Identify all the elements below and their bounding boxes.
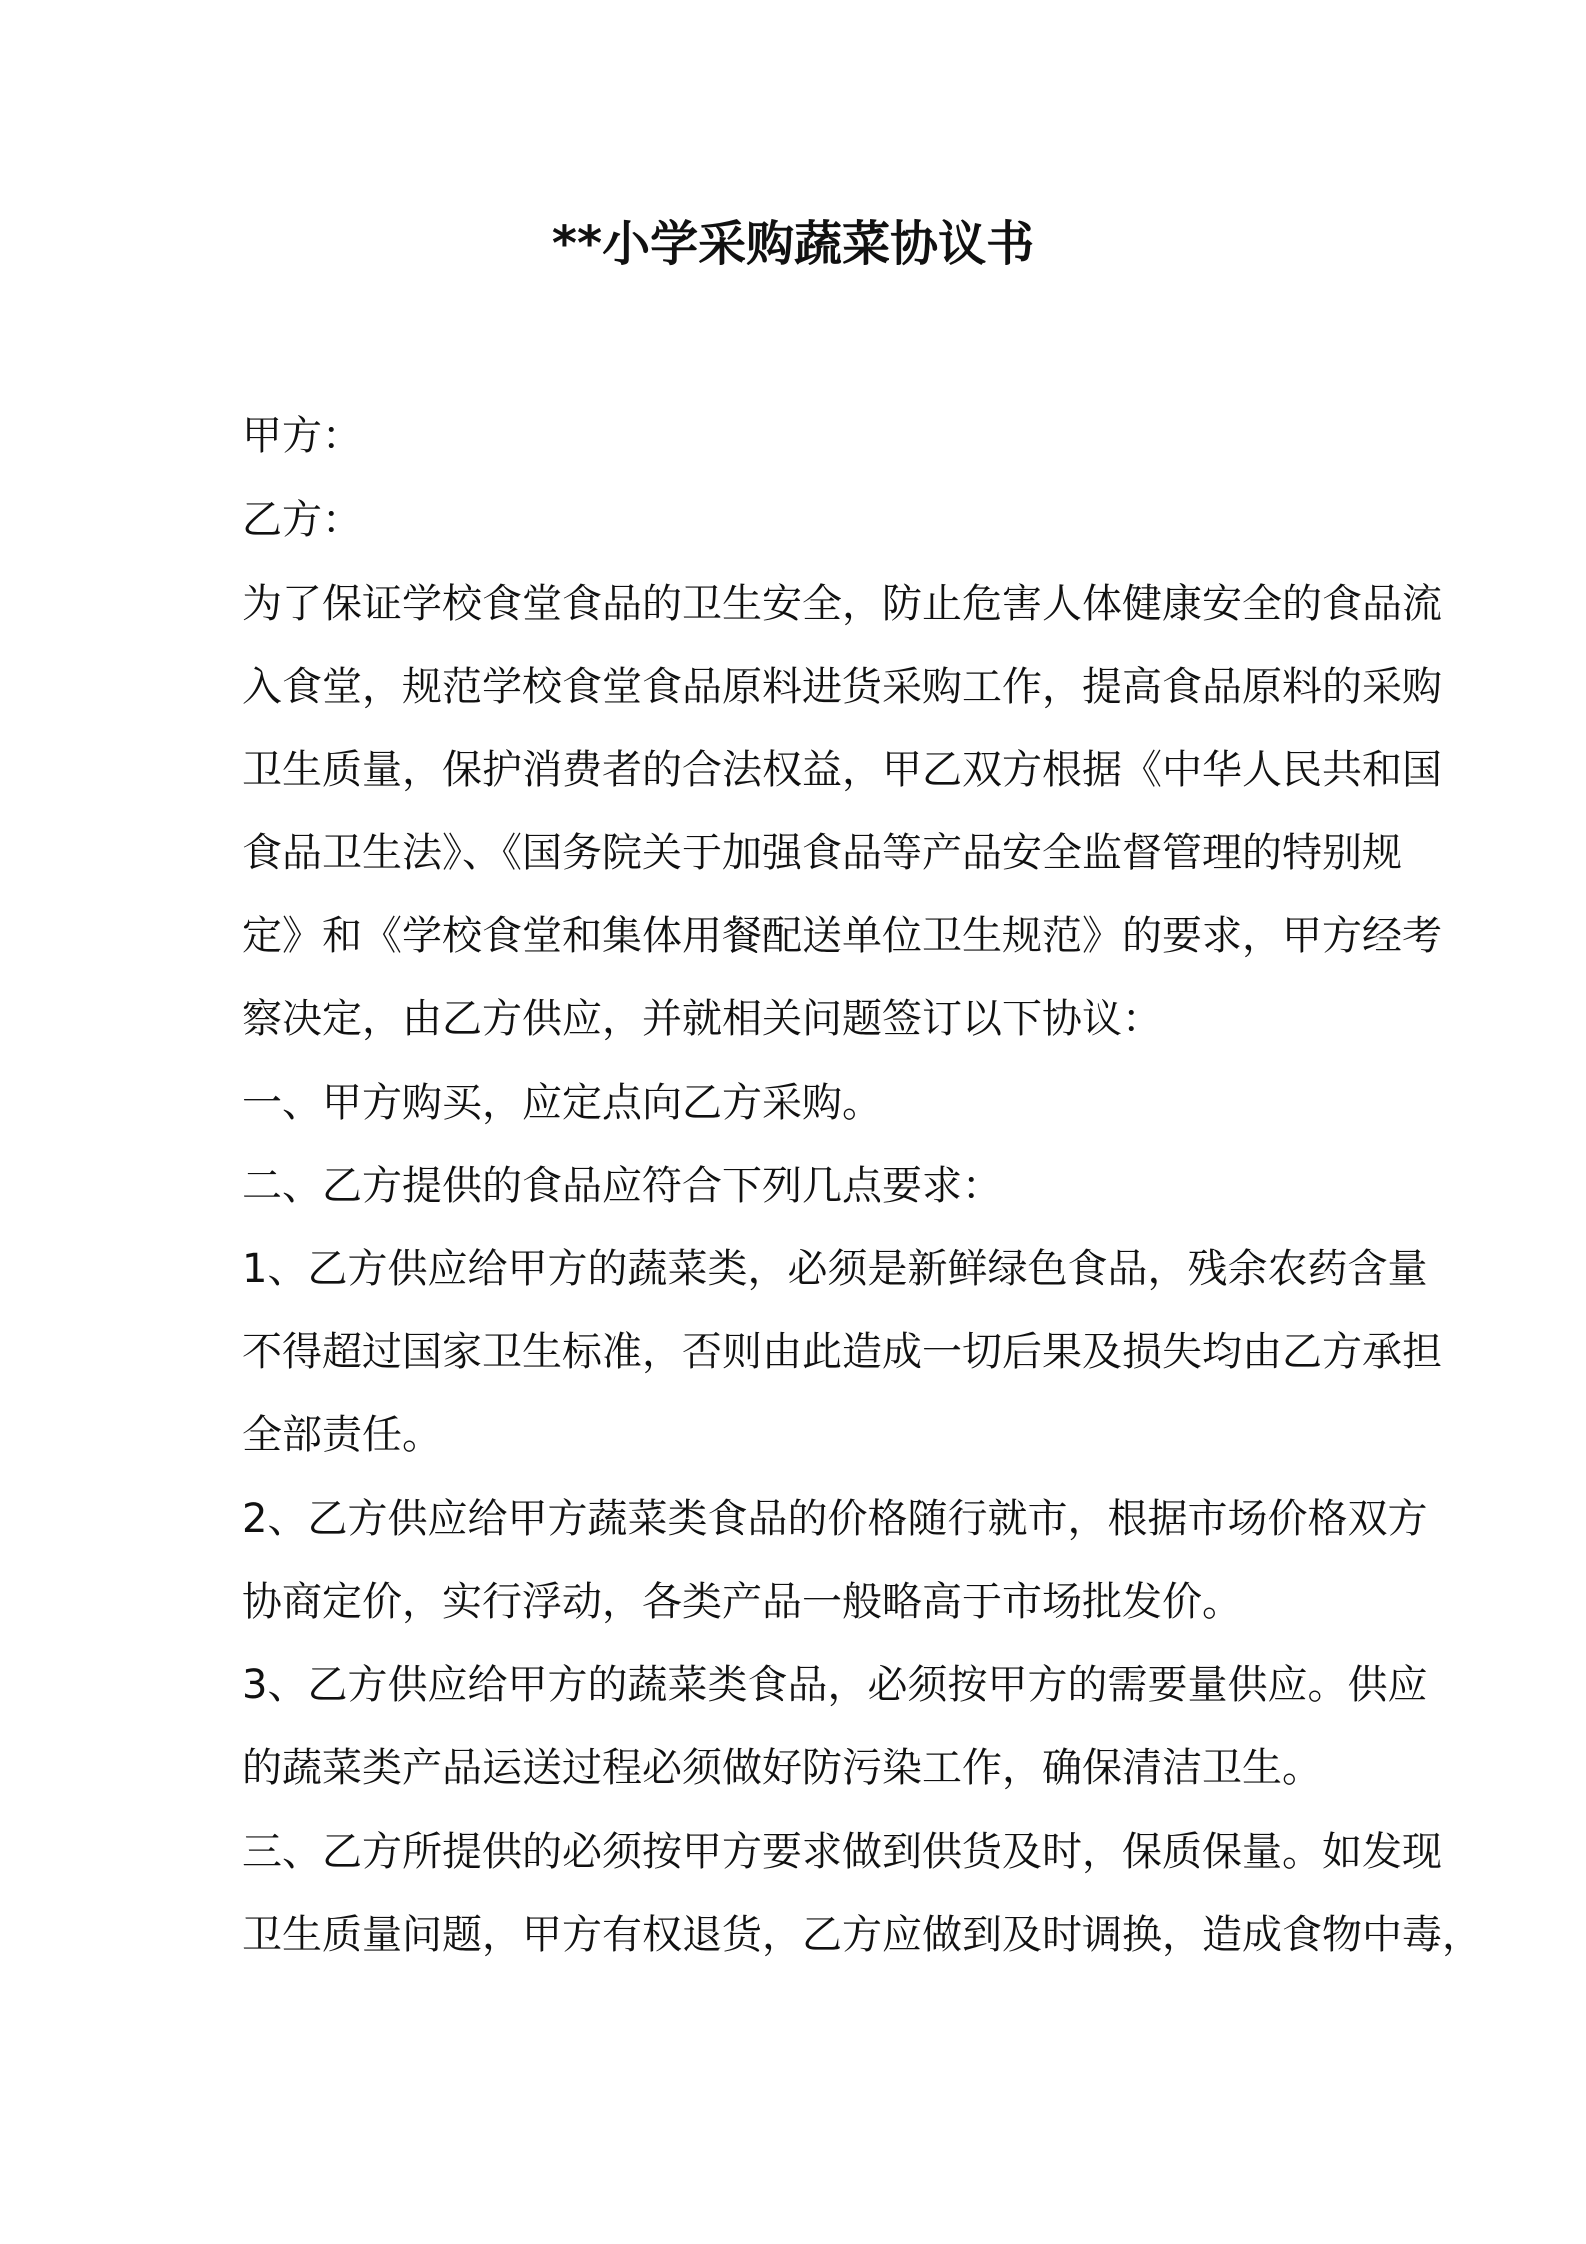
body-line: 食品卫生法》、《国务院关于加强食品等产品安全监督管理的特别规: [242, 830, 1402, 876]
body-line: 入食堂，规范学校食堂食品原料进货采购工作，提高食品原料的采购: [242, 664, 1442, 710]
clause-line: 2、乙方供应给甲方蔬菜类食品的价格随行就市，根据市场价格双方: [242, 1496, 1428, 1542]
clause-line: 的蔬菜类产品运送过程必须做好防污染工作，确保清洁卫生。: [242, 1745, 1322, 1791]
clause-line: 三、乙方所提供的必须按甲方要求做到供货及时，保质保量。如发现: [242, 1829, 1442, 1875]
body-line: 察决定，由乙方供应，并就相关问题签订以下协议：: [242, 996, 1162, 1042]
clause-line: 3、乙方供应给甲方的蔬菜类食品，必须按甲方的需要量供应。供应: [242, 1662, 1428, 1708]
clause-line: 1、乙方供应给甲方的蔬菜类，必须是新鲜绿色食品，残余农药含量: [242, 1246, 1428, 1292]
party-a-line: 甲方：: [242, 413, 362, 459]
body-line: 定》和《学校食堂和集体用餐配送单位卫生规范》的要求，甲方经考: [242, 913, 1442, 959]
clause-line: 不得超过国家卫生标准，否则由此造成一切后果及损失均由乙方承担: [242, 1329, 1442, 1375]
clause-line: 协商定价，实行浮动，各类产品一般略高于市场批发价。: [242, 1579, 1242, 1625]
party-b-line: 乙方：: [242, 497, 362, 543]
document-title: **小学采购蔬菜协议书: [551, 216, 1035, 272]
clause-line: 二、乙方提供的食品应符合下列几点要求：: [242, 1163, 1002, 1209]
clause-line: 卫生质量问题，甲方有权退货，乙方应做到及时调换，造成食物中毒，: [242, 1912, 1482, 1958]
clause-line: 一、甲方购买，应定点向乙方采购。: [242, 1080, 882, 1126]
body-line: 卫生质量，保护消费者的合法权益，甲乙双方根据《中华人民共和国: [242, 747, 1442, 793]
clause-line: 全部责任。: [242, 1412, 442, 1458]
body-line: 为了保证学校食堂食品的卫生安全，防止危害人体健康安全的食品流: [242, 581, 1442, 627]
